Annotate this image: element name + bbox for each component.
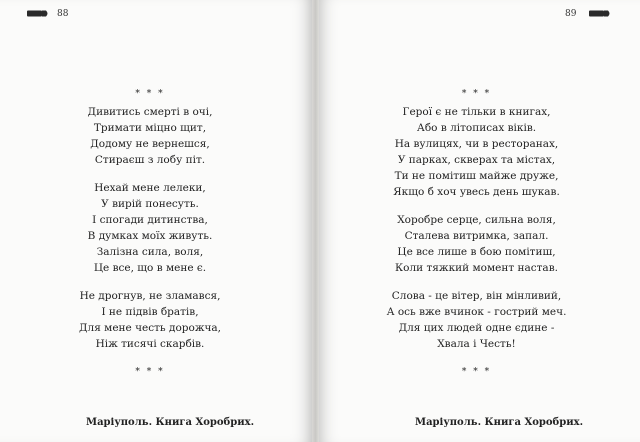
poem-line: Для цих людей одне єдине -: [398, 322, 555, 334]
stanza: [359, 212, 594, 276]
bullet-icon: [27, 10, 49, 17]
poem-line: Слова - це вітер, він мінливий,: [391, 290, 562, 302]
bullet-icon: [589, 10, 611, 17]
poem-line: У парках, скверах та містах,: [397, 154, 556, 166]
stanza: [359, 288, 594, 352]
page-number: 88: [57, 9, 69, 19]
poem-line: Хоробре серце, сильна воля,: [397, 214, 556, 226]
poem-line: Герої є не тільки в книгах,: [402, 106, 551, 118]
poem-line: Дивитись смерті в очі,: [87, 106, 213, 118]
poem-line: Хвала і Честь!: [437, 338, 516, 350]
section-separator: * * *: [135, 367, 165, 377]
book-gutter: [312, 0, 319, 442]
poem-line: Це все, що в мене є.: [93, 262, 207, 274]
poem-line: Для мене честь дорожча,: [78, 322, 222, 334]
poem-line: Це все лише в бою помітиш,: [397, 246, 556, 258]
stanza: [60, 288, 240, 352]
poem-line: Стираєш з лобу піт.: [94, 154, 206, 166]
book-title-footer: Маріуполь. Книга Хоробрих.: [86, 417, 255, 428]
poem-line: В думках моїх живуть.: [87, 230, 213, 242]
poem-line: І спогади дитинства,: [92, 214, 208, 226]
poem-line: Або в літописах віків.: [416, 122, 537, 134]
section-separator: * * *: [461, 367, 492, 377]
section-separator: * * *: [461, 89, 492, 99]
poem-line: Ти не помітиш майже друже,: [394, 170, 559, 182]
poem-line: Коли тяжкий момент настав.: [395, 262, 558, 274]
book-title-footer: Маріуполь. Книга Хоробрих.: [415, 417, 584, 428]
poem-line: Ніж тисячі скарбів.: [95, 338, 205, 350]
poem-line: А ось вже вчинок - гострий меч.: [386, 306, 567, 318]
poem-line: Залізна сила, воля,: [96, 246, 204, 258]
stanza: [60, 180, 240, 276]
poem-line: Не дрогнув, не зламався,: [79, 290, 221, 302]
poem-line: Сталева витримка, запал.: [404, 230, 549, 242]
stanza: [359, 104, 594, 200]
poem-line: У вирій понесуть.: [101, 198, 199, 210]
left-page: [0, 0, 312, 442]
poem-line: І не підвів братів,: [101, 306, 199, 318]
poem-line: На вулицях, чи в ресторанах,: [394, 138, 559, 150]
section-separator: * * *: [135, 89, 165, 99]
stanza: [60, 104, 240, 168]
page-number: 89: [565, 9, 577, 19]
poem-line: Нехай мене лелеки,: [94, 182, 206, 194]
poem: [60, 86, 240, 382]
poem-line: Тримати міцно щит,: [93, 122, 207, 134]
poem: [359, 86, 594, 382]
poem-line: Якщо б хоч увесь день шукав.: [393, 186, 560, 198]
poem-line: Додому не вернешся,: [90, 138, 210, 150]
right-page: [319, 0, 640, 442]
